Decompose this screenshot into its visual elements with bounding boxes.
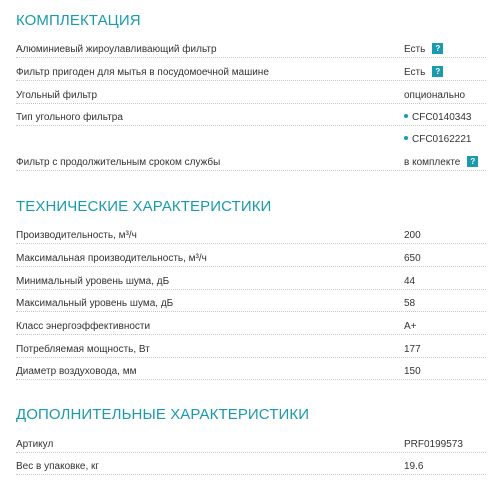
spec-value: опционально (404, 90, 466, 101)
bullet-icon (404, 114, 408, 118)
spec-value: 650 (404, 253, 421, 264)
section-title-technical: ТЕХНИЧЕСКИЕ ХАРАКТЕРИСТИКИ (16, 198, 272, 215)
spec-row (16, 366, 486, 384)
spec-row (16, 112, 486, 130)
dotted-leader (16, 266, 486, 267)
dotted-leader (16, 357, 486, 358)
spec-label: Артикул (16, 439, 54, 450)
spec-value: A+ (404, 321, 417, 332)
question-icon[interactable]: ? (432, 43, 443, 54)
spec-value: в комплекте ? (404, 157, 478, 168)
dotted-leader (16, 103, 486, 104)
spec-value-extra[interactable]: CFC0162221 (404, 134, 471, 145)
spec-row (16, 253, 486, 271)
spec-row (16, 461, 486, 479)
dotted-leader (16, 289, 486, 290)
spec-value: PRF0199573 (404, 439, 463, 450)
spec-row (16, 439, 486, 457)
section-title-additional: ДОПОЛНИТЕЛЬНЫЕ ХАРАКТЕРИСТИКИ (16, 406, 310, 423)
spec-label: Потребляемая мощность, Вт (16, 344, 150, 355)
spec-value: 19.6 (404, 461, 424, 472)
spec-value: Есть ? (404, 44, 443, 55)
question-icon[interactable]: ? (432, 66, 443, 77)
dotted-leader (16, 80, 486, 81)
spec-label: Класс энергоэффективности (16, 321, 151, 332)
dotted-leader (16, 452, 486, 453)
spec-label: Максимальный уровень шума, дБ (16, 298, 174, 309)
dotted-leader (16, 311, 486, 312)
dotted-leader (16, 243, 486, 244)
spec-row (16, 44, 486, 62)
spec-value: 200 (404, 230, 421, 241)
section-title-equipment: КОМПЛЕКТАЦИЯ (16, 12, 141, 29)
dotted-leader (16, 379, 486, 380)
bullet-icon (404, 136, 408, 140)
dotted-leader (16, 57, 486, 58)
dotted-leader (16, 125, 486, 126)
spec-label: Минимальный уровень шума, дБ (16, 276, 170, 287)
spec-label: Диаметр воздуховода, мм (16, 366, 137, 377)
spec-row (16, 90, 486, 108)
spec-value[interactable]: CFC0140343 (404, 112, 471, 123)
spec-value: 58 (404, 298, 416, 309)
question-icon[interactable]: ? (467, 156, 478, 167)
spec-label: Вес в упаковке, кг (16, 461, 100, 472)
spec-row (16, 157, 486, 175)
spec-row (16, 321, 486, 339)
spec-row (16, 276, 486, 294)
spec-label: Максимальная производительность, м³/ч (16, 253, 207, 264)
spec-value: 44 (404, 276, 416, 287)
spec-value: 150 (404, 366, 421, 377)
spec-label: Фильтр с продолжительным сроком службы (16, 157, 221, 168)
spec-label: Угольный фильтр (16, 90, 98, 101)
spec-label: Алюминиевый жироулавливающий фильтр (16, 44, 217, 55)
spec-label: Производительность, м³/ч (16, 230, 137, 241)
spec-row (16, 67, 486, 85)
spec-row (16, 344, 486, 362)
spec-row (16, 298, 486, 316)
spec-label: Тип угольного фильтра (16, 112, 123, 123)
spec-value: Есть ? (404, 67, 443, 78)
spec-value: 177 (404, 344, 421, 355)
dotted-leader (16, 170, 486, 171)
spec-row (16, 230, 486, 248)
dotted-leader (16, 334, 486, 335)
dotted-leader (16, 474, 486, 475)
spec-label: Фильтр пригоден для мытья в посудомоечной машине (16, 67, 269, 78)
